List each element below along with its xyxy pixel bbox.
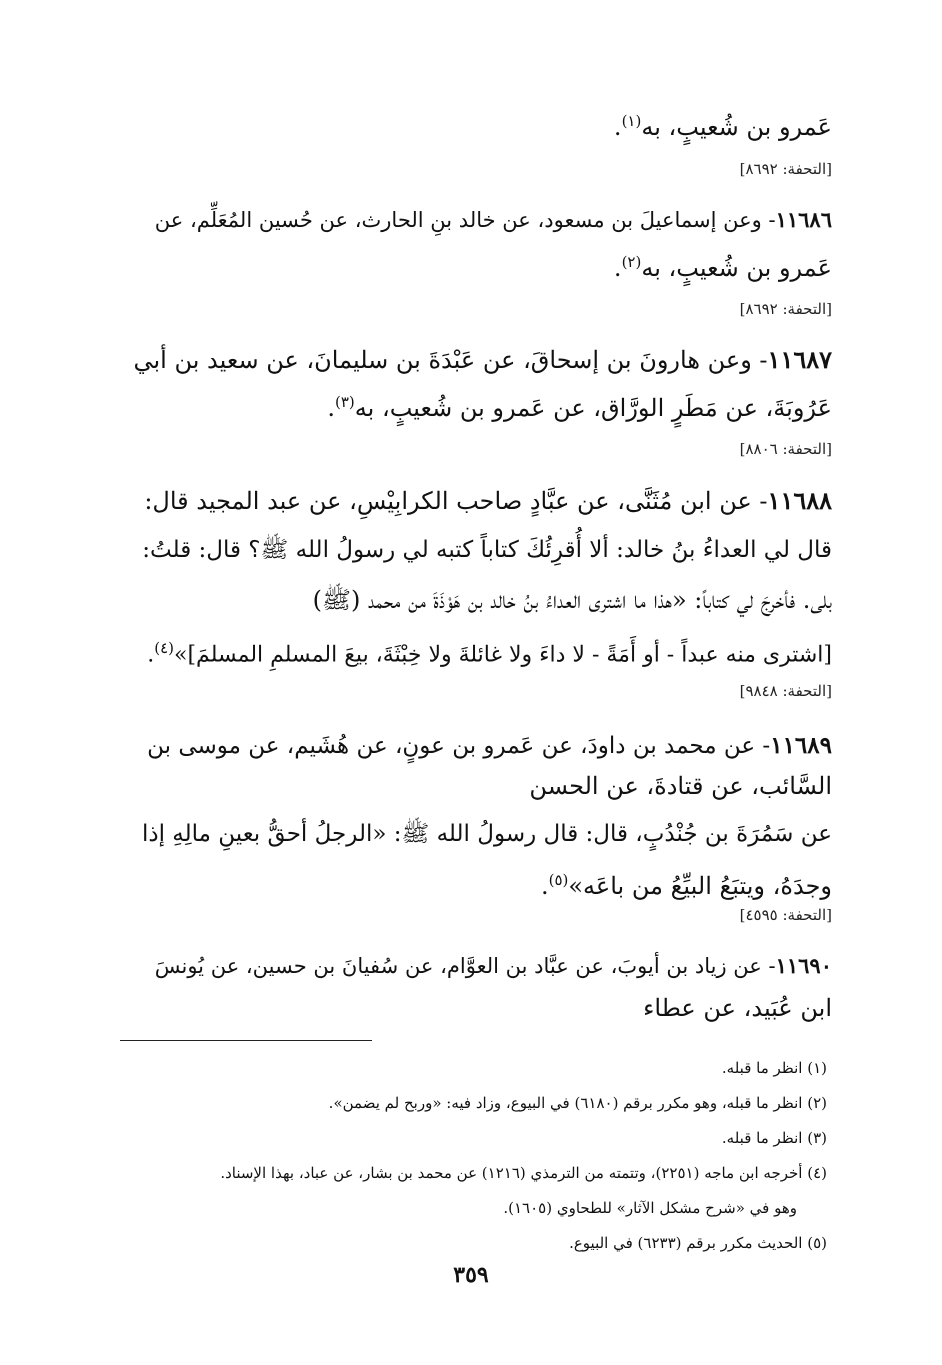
tuhfa-reference: [التحفة: ٨٦٩٢] [739,300,832,318]
text-line: بلى. فأخرجَ لي كتاباً: «هذا ما اشترى العداءُ بنُ خالد بن هَوْذَةَ من محمد (ﷺ) [312,586,832,614]
footnote-3: (٣) انظر ما قبله. [721,1129,827,1147]
hadith-11686-line-2: عَمرو بن شُعيبٍ، به$^{(٢)}$. [613,253,832,282]
text-line: قال لي العداءُ بنُ خالد: ألا أُقرِئُكَ كتاباً كتبه لي رسولُ الله ﷺ؟ قال: قلتُ: [142,537,832,563]
text-line: - عن زياد بن أيوبَ، عن عبَّاد بن العوَّام، عن سُفيانَ بن حسين، عن يُونسَ [154,954,776,978]
hadith-number: ١١٦٨٦ [775,207,832,232]
tuhfa-reference: [التحفة: ٨٦٩٢] [739,160,832,178]
page-number: ٣٥٩ [453,1262,489,1288]
hadith-continuation: عَمرو بن شُعيبٍ، به$^{(١)}$. [613,112,832,141]
text-line: - عن ابن مُثَنَّى، عن عبَّادٍ صاحب الكرابِيْسِ، عن عبد المجيد قال: [144,487,768,515]
footnote-marker: (٥) [548,871,569,889]
footnote-2: (٢) انظر ما قبله، وهو مكرر برقم (٦١٨٠) في البيوع، وزاد فيه: «وربح لم يضمن». [328,1094,827,1112]
text-line: - وعن إسماعيلَ بن مسعود، عن خالد بنِ الحارث، عن حُسين المُعَلِّم، عن [154,208,776,232]
text-line: ابن عُبَيد، عن عطاء [643,994,832,1022]
hadith-11690-line-1 [132,949,832,983]
footnote-4: (٤) أخرجه ابن ماجه (٢٢٥١)، وتتمته من الترمذي (١٢١٦) عن محمد بن بشار، عن عباد، بهذا الإسناد. [220,1164,827,1182]
hadith-number: ١١٦٨٧ [767,345,832,374]
footnote-5: (٥) الحديث مكرر برقم (٦٢٣٣) في البيوع. [569,1234,827,1252]
footnote-marker: (٣) [335,393,355,411]
hadith-number: ١١٦٩٠ [775,953,832,978]
footnote-marker: (٢) [621,253,642,271]
text-line: السَّائب، عن قتادةَ، عن الحسن [529,772,832,800]
tuhfa-reference: [التحفة: ٨٨٠٦] [739,440,832,458]
hadith-11688-line-2 [132,533,832,567]
footnote-marker: (٤) [154,639,175,657]
hadith-11689-line-3 [132,817,832,851]
hadith-11686-line-1 [132,203,832,237]
footnote-separator [120,1040,372,1041]
footnote-marker: (١) [621,112,642,130]
tuhfa-reference: [التحفة: ٤٥٩٥] [739,906,832,924]
tuhfa-reference: [التحفة: ٩٨٤٨] [739,682,832,700]
hadith-11687-line-2: عَرُوبَةَ، عن مَطَرٍ الورَّاق، عن عَمرو بن شُعيبٍ، به$^{(٣)}$. [327,393,832,422]
text-line: وجدَهُ، ويتبَعُ البيِّعُ من باعَه» [568,872,832,900]
hadith-11690-line-2 [132,991,832,1025]
text-line: عَرُوبَةَ، عن مَطَرٍ الورَّاق، عن عَمرو بن شُعيبٍ، به [354,394,832,422]
hadith-11688-line-4: [اشترى منه عبداً - أو أَمَةً - لا داءَ ولا غائلةَ ولا خِبْثَةَ، بيعَ المسلمِ المسلمَ]»$^{(٤)}$. [147,639,832,668]
hadith-11689-line-2 [132,769,832,803]
text-line: - وعن هارونَ بن إسحاقَ، عن عَبْدَةَ بن سليمانَ، عن سعيد بن أبي [133,346,768,374]
hadith-11687-line-1 [132,343,832,377]
hadith-11689-line-4: وجدَهُ، ويتبَعُ البيِّعُ من باعَه»$^{(٥)}$. [540,871,832,900]
footnote-1: (١) انظر ما قبله. [721,1059,827,1077]
hadith-number: ١١٦٨٨ [767,486,832,515]
text-line: عن سَمُرَةَ بن جُنْدُبٍ، قال: قال رسولُ الله ﷺ: «الرجلُ أحقُّ بعينِ مالِهِ إذا [141,821,832,847]
text-line: [اشترى منه عبداً - أو أَمَةً - لا داءَ ولا غائلةَ ولا خِبْثَةَ، بيعَ المسلمِ المسلمَ]» [174,642,832,668]
hadith-number: ١١٦٨٩ [770,732,832,759]
text-line: عَمرو بن شُعيبٍ، به [641,254,832,282]
hadith-11688-line-1 [132,484,832,518]
text-line: - عن محمد بن داودَ، عن عَمرو بن عونٍ، عن هُشَيم، عن موسى بن [147,733,771,759]
hadith-11689-line-1 [132,729,832,763]
text-line: عَمرو بن شُعيبٍ، به [641,113,832,141]
hadith-11688-line-3 [132,583,832,617]
footnote-4-continued: وهو في «شرح مشكل الآثار» للطحاوي (١٦٠٥). [503,1199,797,1217]
